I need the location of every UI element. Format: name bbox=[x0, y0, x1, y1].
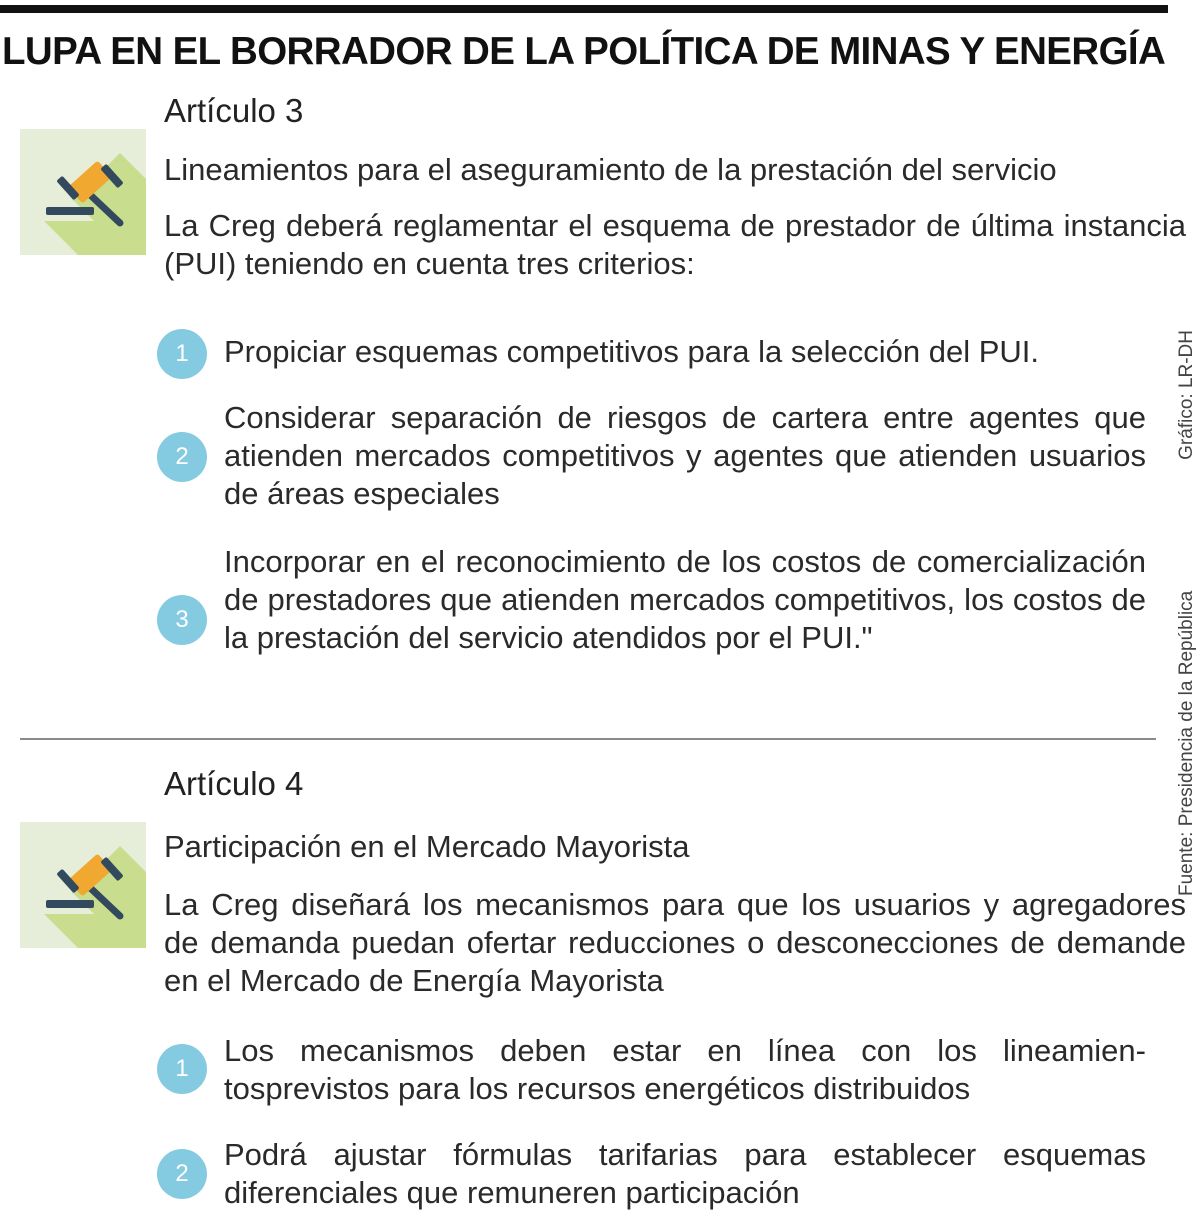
criterion-text: Considerar separación de riesgos de cartera entre agentes que atienden mercados competitivos y agentes que atienden usuarios de áreas especiales bbox=[224, 400, 1146, 511]
mechanism-text: Podrá ajustar fórmulas tarifarias para establecer esquemas diferenciales que remuneren participación bbox=[224, 1137, 1146, 1210]
number-badge: 1 bbox=[157, 329, 207, 379]
number-badge: 2 bbox=[157, 432, 207, 482]
credits bbox=[1172, 330, 1198, 896]
article-body: La Creg deberá reglamentar el esquema de prestador de última instancia (PUI) teniendo en cuenta tres criterios: bbox=[164, 208, 1186, 281]
article-subtitle: Participación en el Mercado Mayorista bbox=[164, 829, 690, 864]
section-divider bbox=[20, 738, 1156, 740]
article-subtitle: Lineamientos para el aseguramiento de la prestación del servicio bbox=[164, 152, 1057, 187]
gavel-icon bbox=[20, 129, 146, 255]
number-badge: 1 bbox=[157, 1044, 207, 1094]
article-heading: Artículo 4 bbox=[164, 765, 304, 802]
source-credit: Fuente: Presidencia de la República bbox=[1176, 590, 1197, 896]
article-heading: Artículo 3 bbox=[164, 92, 304, 129]
gavel-icon bbox=[20, 822, 146, 948]
page-title: LUPA EN EL BORRADOR DE LA POLÍTICA DE MINAS Y ENERGÍA bbox=[2, 30, 1166, 73]
number-badge: 2 bbox=[157, 1149, 207, 1199]
graphic-credit: Gráfico: LR-DH bbox=[1176, 330, 1197, 460]
article-body: La Creg diseñará los mecanismos para que los usuarios y agregadores de demanda puedan ofertar reducciones o desconecciones de demande en el Mercado de Energía Mayorista bbox=[164, 887, 1186, 998]
mechanism-text: Los mecanismos deben estar en línea con los lineamientosprevistos para los recursos energéticos distribuidos bbox=[224, 1033, 1146, 1106]
number-badge: 3 bbox=[157, 595, 207, 645]
criterion-text: Propiciar esquemas competitivos para la selección del PUI. bbox=[224, 334, 1039, 369]
criterion-text: Incorporar en el reconocimiento de los costos de comercialización de prestadores que atienden mercados competitivos, los costos de la prestación del servicio atendidos por el PUI." bbox=[224, 544, 1146, 655]
top-rule bbox=[0, 5, 1168, 13]
